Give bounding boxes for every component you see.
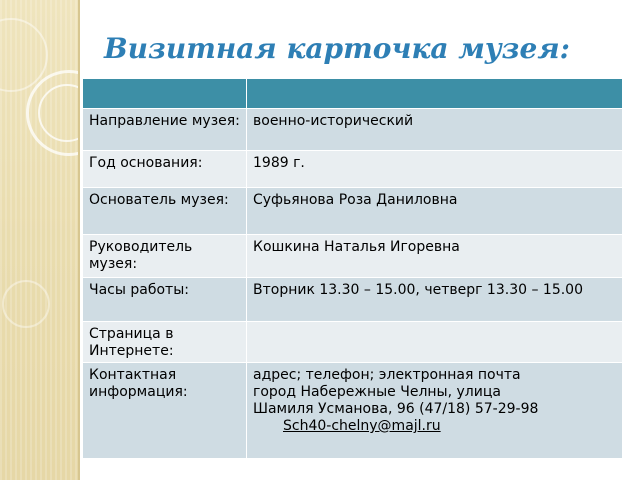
row-value: 1989 г. bbox=[247, 151, 623, 188]
row-value bbox=[247, 322, 623, 363]
row-value: Суфьянова Роза Даниловна bbox=[247, 188, 623, 235]
row-label: Контактная информация: bbox=[83, 363, 247, 459]
page-title: Визитная карточка музея: bbox=[104, 32, 570, 65]
table-row bbox=[83, 235, 623, 278]
contact-line: Шамиля Усманова, 96 (47/18) 57-29-98 bbox=[253, 401, 539, 417]
table-row bbox=[83, 188, 623, 235]
row-value: военно-исторический bbox=[247, 109, 623, 151]
row-value bbox=[247, 363, 623, 459]
museum-card-table bbox=[82, 78, 623, 459]
table-row bbox=[83, 109, 623, 151]
table-row bbox=[83, 322, 623, 363]
row-label: Часы работы: bbox=[83, 278, 247, 322]
email-link[interactable]: Sch40-chelny@majl.ru bbox=[283, 418, 441, 434]
row-label: Руководитель музея: bbox=[83, 235, 247, 278]
header-cell bbox=[247, 79, 623, 109]
row-label: Год основания: bbox=[83, 151, 247, 188]
table-row bbox=[83, 363, 623, 459]
table-row bbox=[83, 278, 623, 322]
table-row bbox=[83, 151, 623, 188]
row-label: Направление музея: bbox=[83, 109, 247, 151]
row-label: Страница в Интернете: bbox=[83, 322, 247, 363]
side-divider bbox=[78, 0, 80, 480]
row-label: Основатель музея: bbox=[83, 188, 247, 235]
contact-line: адрес; телефон; электронная почта bbox=[253, 367, 521, 383]
decorative-side-panel bbox=[0, 0, 78, 480]
table-header-row bbox=[83, 79, 623, 109]
decorative-ring bbox=[2, 280, 50, 328]
row-value: Кошкина Наталья Игоревна bbox=[247, 235, 623, 278]
header-cell bbox=[83, 79, 247, 109]
contact-line: город Набережные Челны, улица bbox=[253, 384, 501, 400]
row-value: Вторник 13.30 – 15.00, четверг 13.30 – 15.00 bbox=[247, 278, 623, 322]
